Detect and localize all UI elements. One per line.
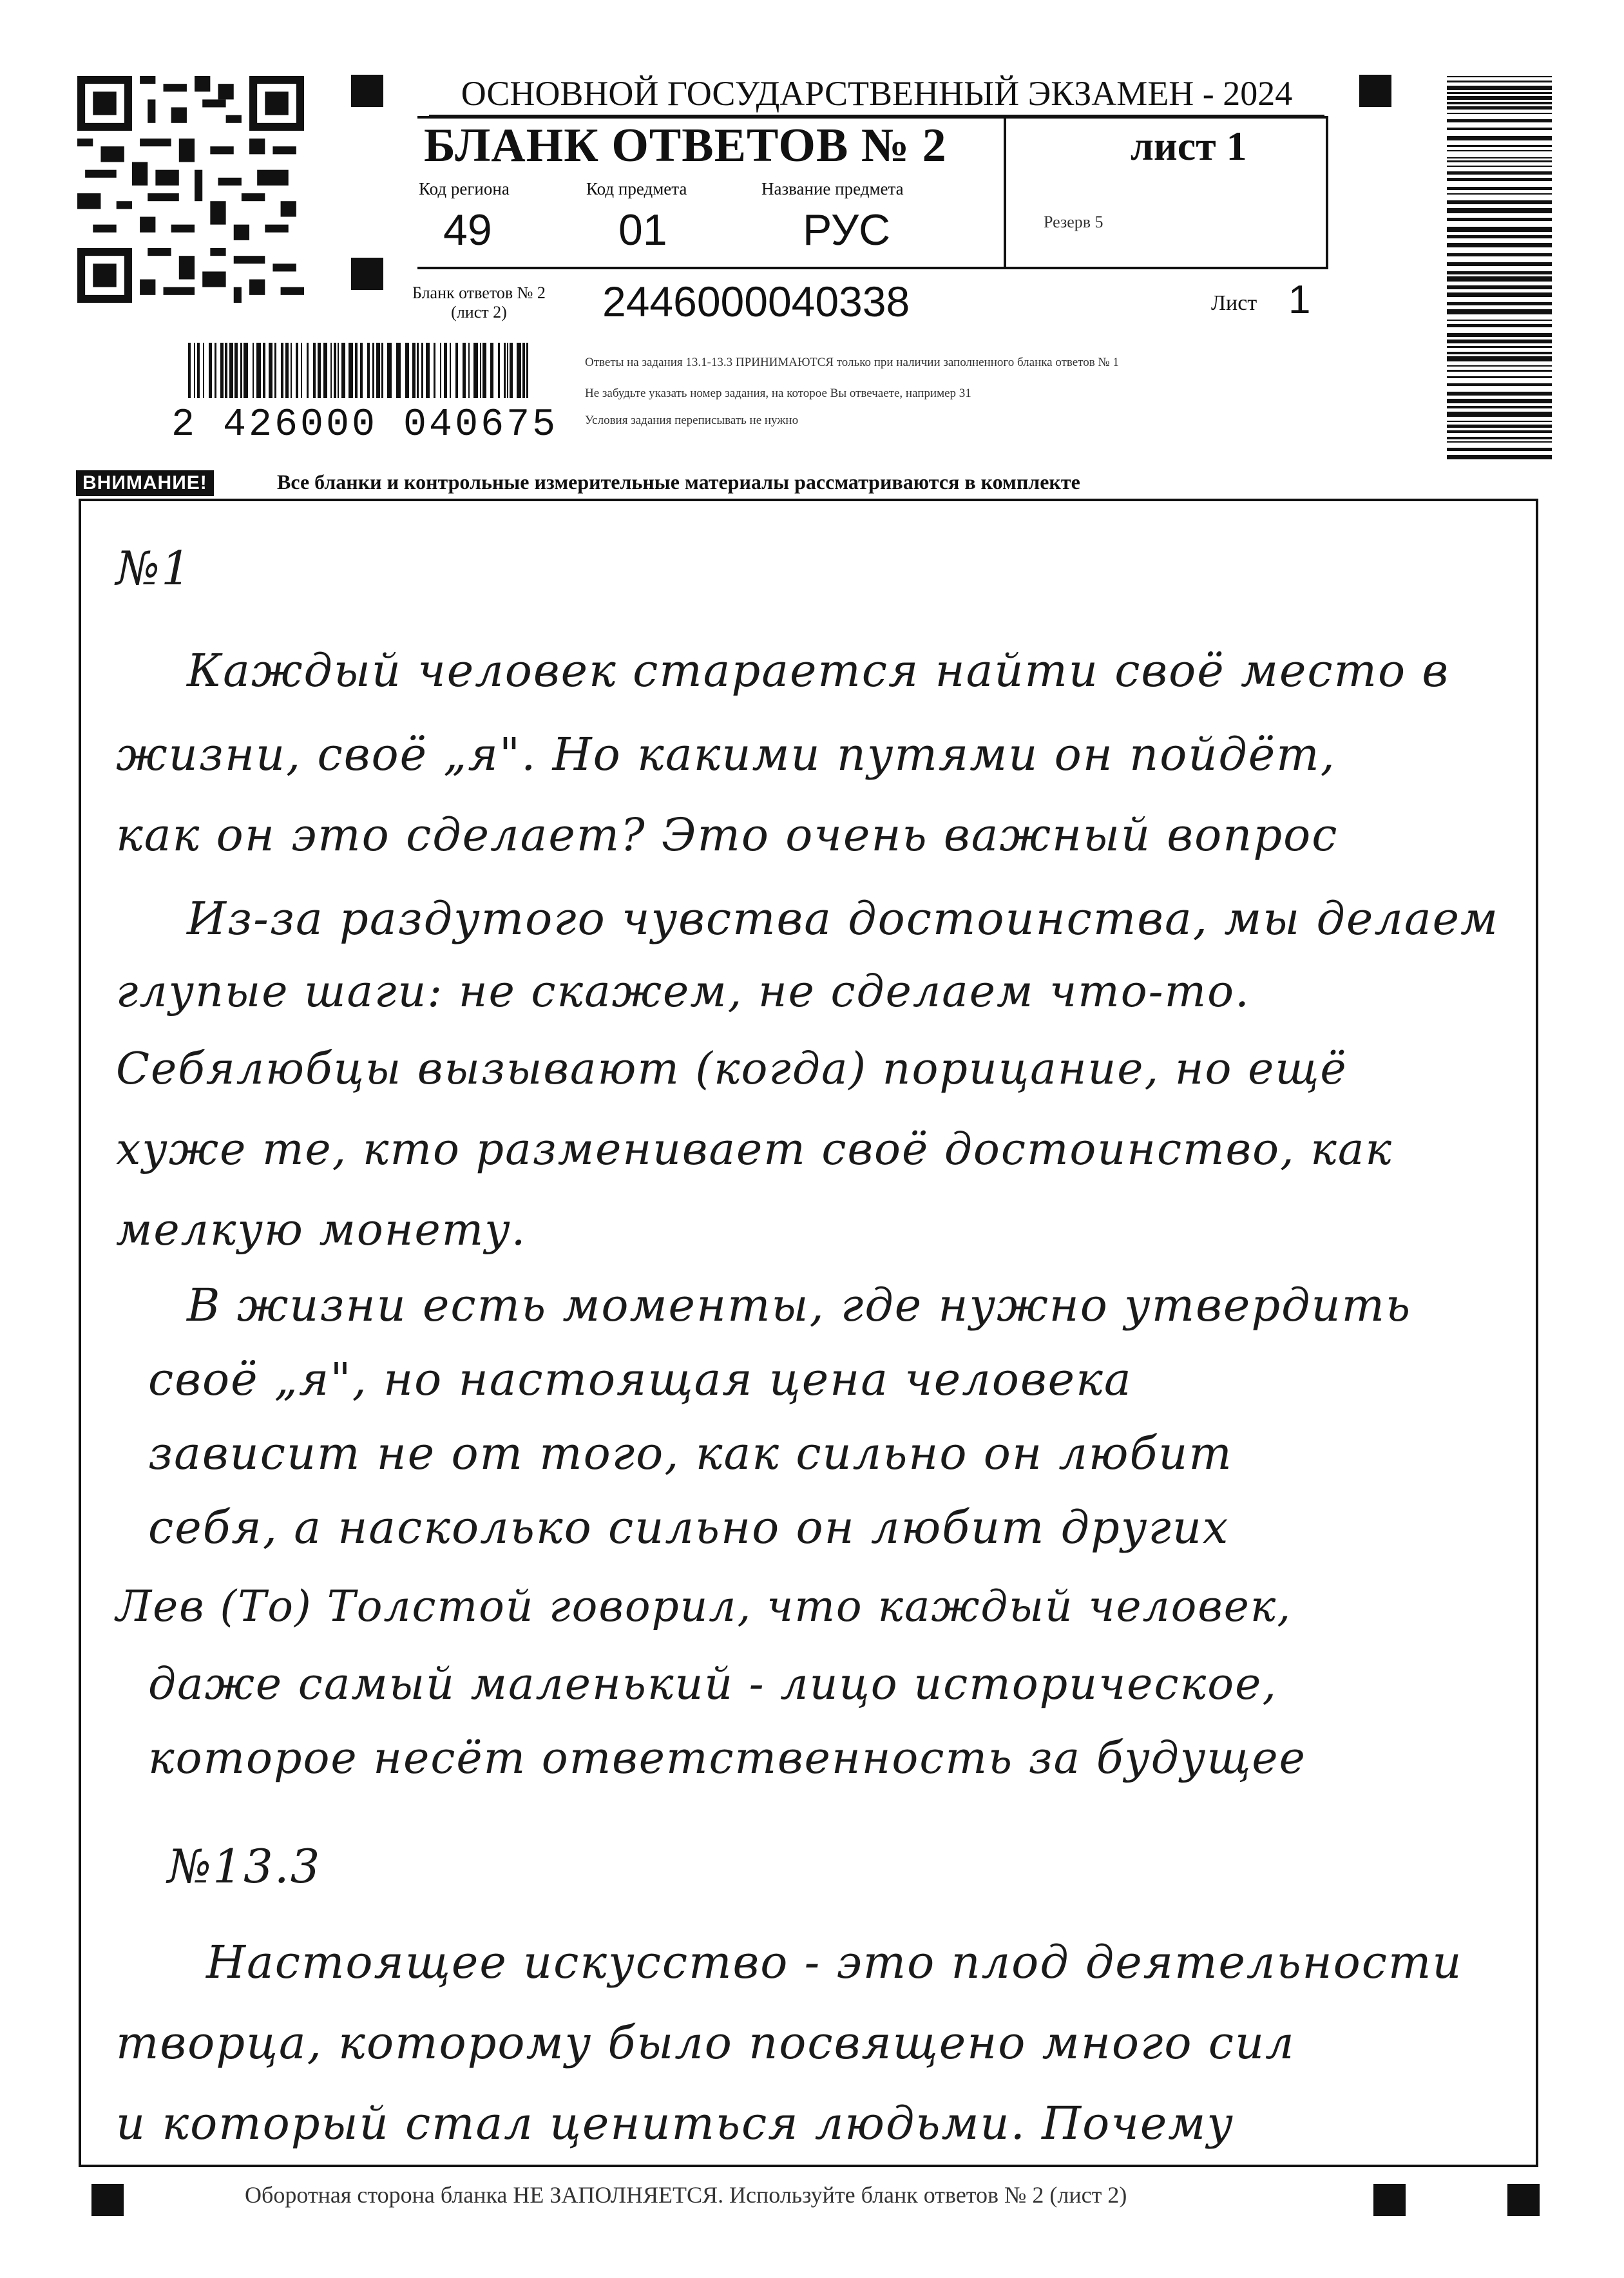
handwritten-line: себя, а насколько сильно он любит других <box>148 1501 1230 1554</box>
exam-title: ОСНОВНОЙ ГОСУДАРСТВЕННЫЙ ЭКЗАМЕН - 2024 <box>429 73 1324 117</box>
handwritten-line: жизни, своё „я". Но какими путями он пойдёт, <box>116 728 1336 781</box>
alignment-marker <box>351 258 383 290</box>
handwritten-line: даже самый маленький - лицо историческое, <box>148 1659 1278 1710</box>
handwritten-line: как он это сделает? Это очень важный вопрос <box>116 809 1339 861</box>
instruction-note: Не забудьте указать номер задания, на которое Вы отвечаете, например 31 <box>585 387 971 400</box>
subject-code-value: 01 <box>618 206 667 254</box>
form-title: БЛАНК ОТВЕТОВ № 2 <box>424 119 947 172</box>
alignment-marker <box>1359 75 1391 107</box>
handwritten-line: и который стал цениться людьми. Почему <box>116 2097 1234 2150</box>
handwritten-line: Из-за раздутого чувства достоинства, мы делаем <box>187 892 1500 945</box>
list-number: 1 <box>1288 278 1311 322</box>
alignment-marker <box>351 75 383 107</box>
handwritten-line: Настоящее искусство - это плод деятельности <box>206 1936 1463 1989</box>
sheet-label: лист 1 <box>1131 123 1247 169</box>
instruction-note: Ответы на задания 13.1-13.3 ПРИНИМАЮТСЯ только при наличии заполненного бланка ответов № 1 <box>585 356 1119 369</box>
region-code-label: Код региона <box>419 179 510 198</box>
form-number-label-line: Бланк ответов № 2 <box>412 283 546 302</box>
form-number: 2446000040338 <box>602 278 910 325</box>
instruction-note: Условия задания переписывать не нужно <box>585 414 799 427</box>
alignment-marker <box>1507 2184 1540 2216</box>
qr-code <box>77 76 304 303</box>
subject-name-label: Название предмета <box>761 179 904 198</box>
list-label: Лист <box>1211 291 1257 315</box>
handwritten-line: творца, которому было посвящено много сил <box>116 2016 1295 2069</box>
handwritten-line: Себялюбцы вызывают (когда) порицание, но ещё <box>116 1044 1348 1095</box>
reserve-label: Резерв 5 <box>1044 213 1103 231</box>
handwritten-line: №1 <box>116 541 192 595</box>
handwritten-line: Лев (То) Толстой говорил, что каждый человек, <box>116 1582 1292 1631</box>
handwritten-line: №13.3 <box>167 1839 321 1893</box>
barcode-number: 2 426000 040675 <box>171 403 559 447</box>
handwritten-line: В жизни есть моменты, где нужно утвердить <box>187 1279 1412 1332</box>
warning-badge: ВНИМАНИЕ! <box>76 470 214 496</box>
header-divider <box>1004 116 1006 267</box>
handwritten-line: глупые шаги: не скажем, не сделаем что-то. <box>116 966 1250 1017</box>
subject-name-value: РУС <box>803 206 891 254</box>
vertical-barcode <box>1447 76 1552 459</box>
handwritten-line: хуже те, кто разменивает своё достоинство, как <box>116 1124 1393 1175</box>
handwritten-line: которое несёт ответственность за будущее <box>148 1733 1306 1784</box>
handwritten-line: зависит не от того, как сильно он любит <box>148 1427 1233 1480</box>
form-number-label <box>412 283 546 322</box>
handwritten-line: своё „я", но настоящая цена человека <box>148 1353 1132 1406</box>
footer-note: Оборотная сторона бланка НЕ ЗАПОЛНЯЕТСЯ. Используйте бланк ответов № 2 (лист 2) <box>245 2182 1127 2208</box>
handwritten-line: мелкую монету. <box>116 1205 527 1256</box>
subject-code-label: Код предмета <box>586 179 687 198</box>
alignment-marker <box>1373 2184 1406 2216</box>
handwritten-line: Каждый человек старается найти своё место в <box>187 644 1450 697</box>
region-code-value: 49 <box>443 206 492 254</box>
warning-text: Все бланки и контрольные измерительные материалы рассматриваются в комплекте <box>277 470 1080 493</box>
alignment-marker <box>91 2184 124 2216</box>
form-number-label-line: (лист 2) <box>451 303 507 321</box>
